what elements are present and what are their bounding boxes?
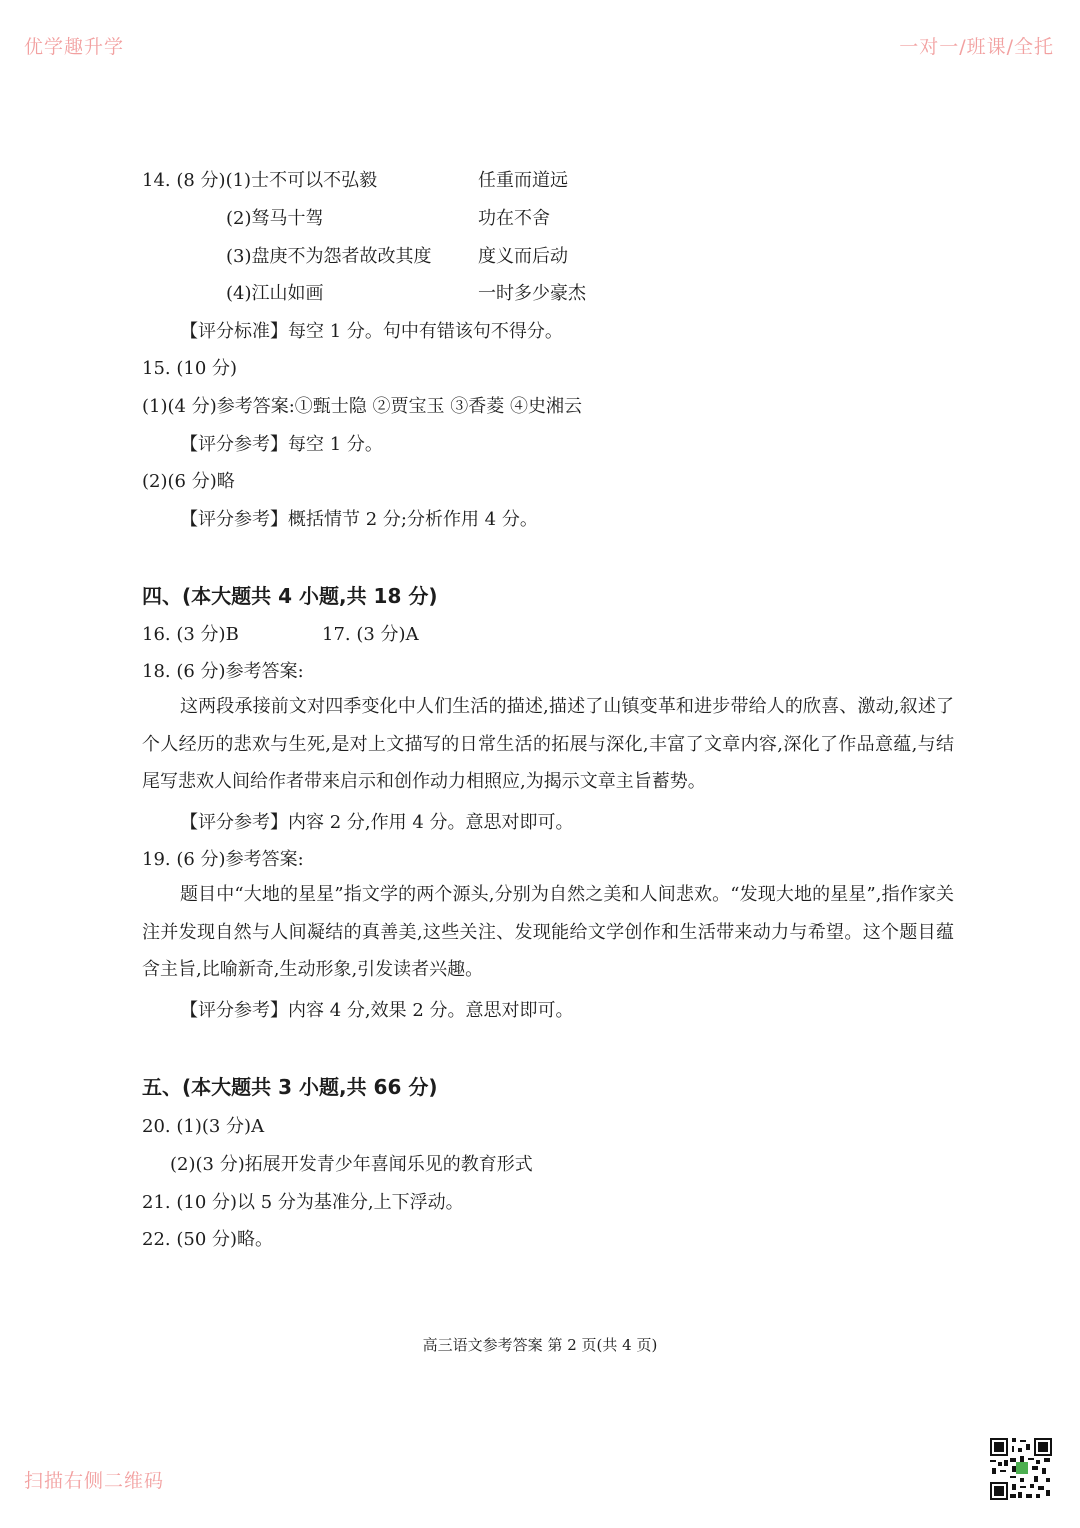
q15-head: 15. (10 分) [142, 358, 238, 379]
q14-scoring: 【评分标准】每空 1 分。句中有错该句不得分。 [180, 321, 563, 342]
q16-answer: 16. (3 分)B [142, 624, 239, 645]
q14-answer-1: 任重而道远 [478, 170, 568, 191]
q18-answer: 这两段承接前文对四季变化中人们生活的描述,描述了山镇变革和进步带给人的欣喜、激动,叙述了个人经历的悲欢与生死,是对上文描写的日常生活的拓展与深化,丰富了文章内容,深化了作品意蕴,与结尾写悲欢人间给作者带来启示和创作动力相照应,为揭示文章主旨蓄势。 [142, 696, 954, 793]
q15-part-2-scoring: 【评分参考】概括情节 2 分;分析作用 4 分。 [180, 509, 538, 530]
q14-line-4: (4)江山如画 [226, 283, 324, 304]
q18-head: 18. (6 分)参考答案: [142, 661, 304, 682]
q14-line-2: (2)驽马十驾 [226, 208, 324, 229]
q15-part-1-scoring: 【评分参考】每空 1 分。 [180, 434, 383, 455]
q22-answer: 22. (50 分)略。 [142, 1229, 274, 1250]
q14-answer-3: 度义而后动 [478, 246, 568, 267]
qr-code-icon[interactable] [988, 1436, 1054, 1502]
q14-head: 14. (8 分)(1)士不可以不弘毅 [142, 170, 378, 191]
q15-part-1: (1)(4 分)参考答案:①甄士隐 ②贾宝玉 ③香菱 ④史湘云 [142, 396, 582, 417]
q18-scoring: 【评分参考】内容 2 分,作用 4 分。意思对即可。 [180, 812, 574, 833]
section-4-title: 四、(本大题共 4 小题,共 18 分) [142, 584, 438, 608]
q19-answer: 题目中“大地的星星”指文学的两个源头,分别为自然之美和人间悲欢。“发现大地的星星”,指作家关注并发现自然与人间凝结的真善美,这些关注、发现能给文学创作和生活带来动力与希望。这个题目蕴含主旨,比喻新奇,生动形象,引发读者兴趣。 [142, 884, 954, 981]
q20-part-2: (2)(3 分)拓展开发青少年喜闻乐见的教育形式 [170, 1154, 533, 1175]
q21-answer: 21. (10 分)以 5 分为基准分,上下浮动。 [142, 1192, 464, 1213]
page-footer: 高三语文参考答案 第 2 页(共 4 页) [422, 1336, 658, 1354]
q14-answer-4: 一时多少豪杰 [478, 283, 586, 304]
section-5-title: 五、(本大题共 3 小题,共 66 分) [142, 1075, 438, 1099]
watermark-top-left: 优学趣升学 [24, 36, 125, 58]
q20-part-1: 20. (1)(3 分)A [142, 1116, 265, 1137]
watermark-bottom-left: 扫描右侧二维码 [24, 1470, 165, 1492]
q14-answer-2: 功在不舍 [478, 208, 550, 229]
q15-part-2: (2)(6 分)略 [142, 471, 235, 492]
q19-head: 19. (6 分)参考答案: [142, 849, 304, 870]
q14-line-3: (3)盘庚不为怨者故改其度 [226, 246, 432, 267]
watermark-top-right: 一对一/班课/全托 [899, 36, 1054, 58]
q19-scoring: 【评分参考】内容 4 分,效果 2 分。意思对即可。 [180, 1000, 574, 1021]
q17-answer: 17. (3 分)A [322, 624, 419, 645]
